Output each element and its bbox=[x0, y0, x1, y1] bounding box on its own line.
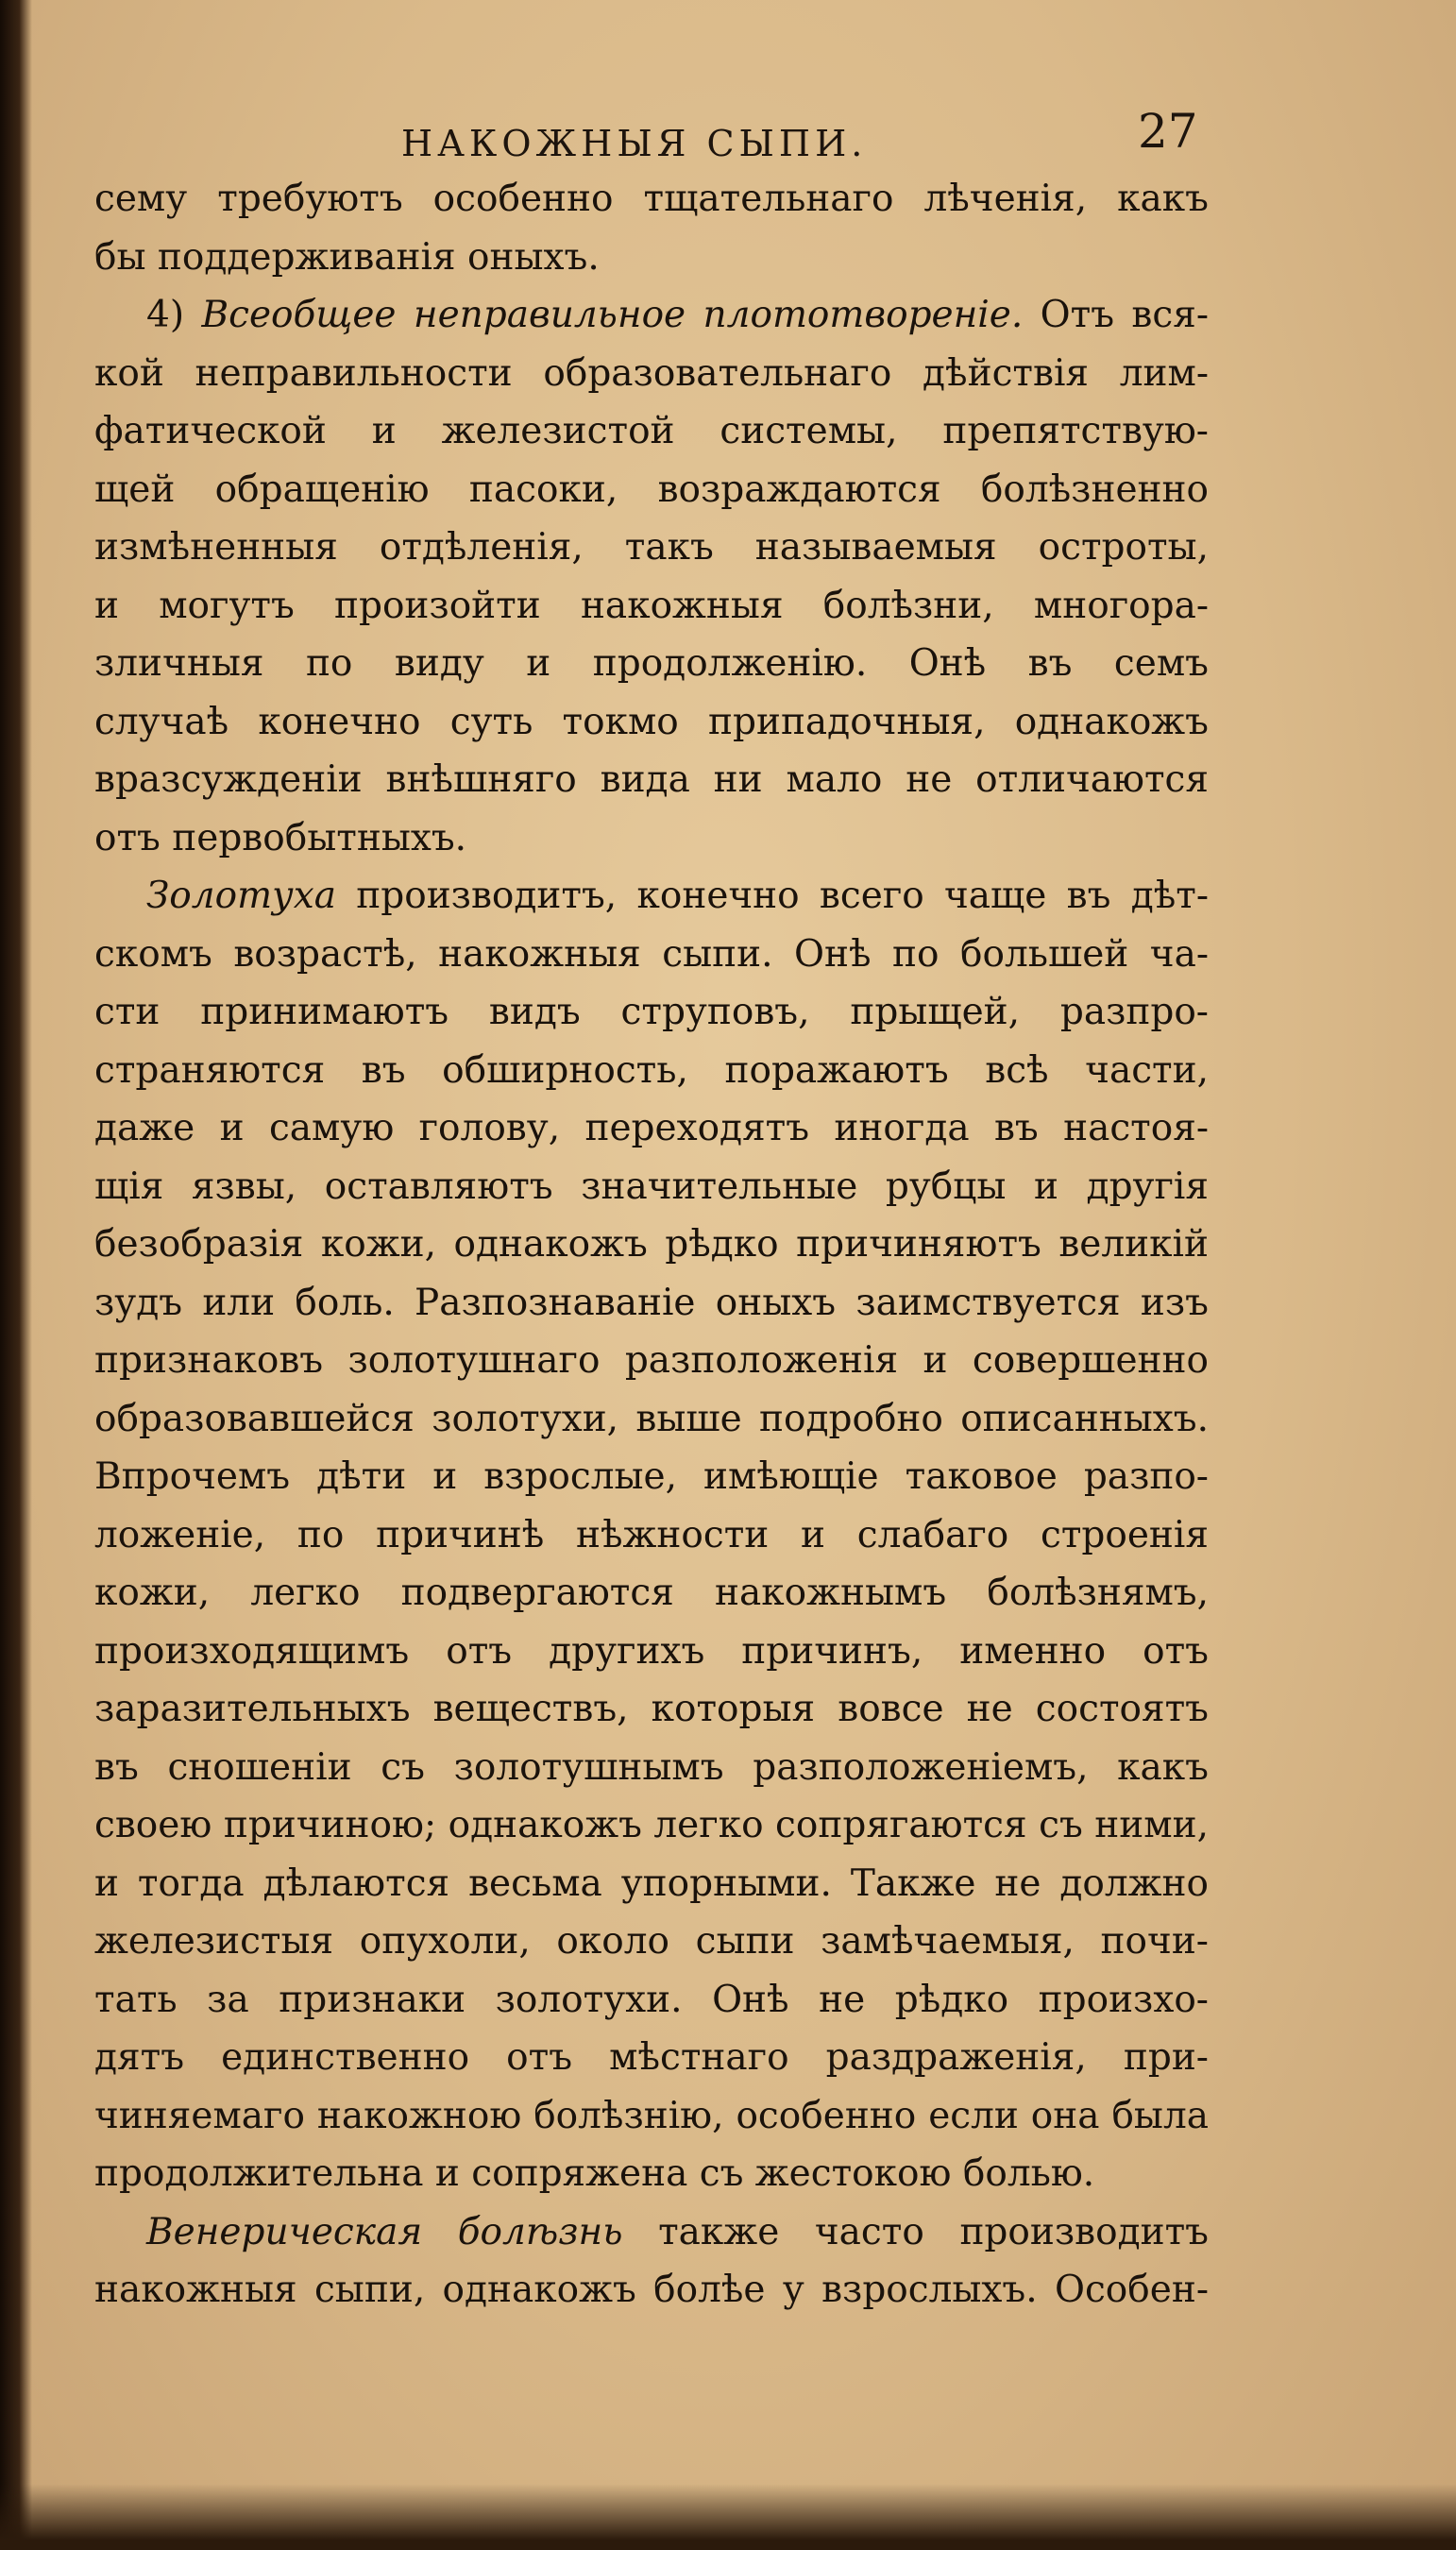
text-line: бы поддерживанія оныхъ. bbox=[94, 235, 600, 279]
text-line: сти принимаютъ видъ струповъ, прыщей, разпро- bbox=[94, 991, 1209, 1033]
text-line-paragraph-start bbox=[94, 867, 1209, 926]
text-run: Отъ вся- bbox=[1040, 294, 1210, 336]
text-line: своею причиною; однакожъ легко сопрягаются съ ними, bbox=[94, 1804, 1209, 1846]
text-line: безобразія кожи, однакожъ рѣдко причиняютъ великій bbox=[94, 1223, 1209, 1266]
text-line: даже и самую голову, переходятъ иногда въ настоя- bbox=[94, 1107, 1209, 1149]
italic-heading: Всеобщее неправильное плототвореніе. bbox=[201, 294, 1024, 336]
body-text bbox=[94, 170, 1209, 2320]
text-line: фатической и железистой системы, препятствую- bbox=[94, 410, 1209, 452]
text-line: въ сношеніи съ золотушнымъ разположеніемъ, какъ bbox=[94, 1745, 1209, 1789]
text-line: зличныя по виду и продолженію. Онѣ въ семъ bbox=[94, 642, 1209, 685]
text-line: продолжительна и сопряжена съ жестокою болью. bbox=[94, 2152, 1095, 2195]
text-line: кожи, легко подвергаются накожнымъ болѣзнямъ, bbox=[94, 1572, 1209, 1614]
text-line: скомъ возрастѣ, накожныя сыпи. Онѣ по большей ча- bbox=[94, 932, 1209, 976]
text-line: образовавшейся золотухи, выше подробно описанныхъ. bbox=[94, 1397, 1209, 1440]
text-line: кой неправильности образовательнаго дѣйствія лим- bbox=[94, 351, 1209, 395]
text-line: измѣненныя отдѣленія, такъ называемыя остроты, bbox=[94, 526, 1209, 569]
text-line: щей обращенію пасоки, возраждаются болѣзненно bbox=[94, 468, 1209, 511]
text-line: дятъ единственно отъ мѣстнаго раздраженія, при- bbox=[94, 2036, 1209, 2079]
text-line: ложеніе, по причинѣ нѣжности и слабаго строенія bbox=[94, 1513, 1209, 1556]
page-number: 27 bbox=[1138, 104, 1198, 159]
text-line: признаковъ золотушнаго разположенія и совершенно bbox=[94, 1339, 1209, 1382]
text-line: и тогда дѣлаются весьма упорными. Также не должно bbox=[94, 1862, 1209, 1905]
text-line: отъ первобытныхъ. bbox=[94, 816, 467, 859]
text-line: страняются въ обширность, поражаютъ всѣ части, bbox=[94, 1048, 1209, 1092]
text-line: сему требуютъ особенно тщательнаго лѣченія, какъ bbox=[94, 178, 1209, 220]
text-line: произходящимъ отъ другихъ причинъ, именно отъ bbox=[94, 1629, 1209, 1673]
text-line: случаѣ конечно суть токмо припадочныя, однакожъ bbox=[94, 700, 1209, 743]
text-line-paragraph-start bbox=[94, 2203, 1209, 2262]
text-line: щія язвы, оставляютъ значительные рубцы и другія bbox=[94, 1164, 1209, 1208]
italic-term: Венерическая болѣзнь bbox=[146, 2210, 623, 2253]
running-head: НАКОЖНЫЯ СЫПИ. bbox=[401, 123, 868, 164]
text-line: заразительныхъ веществъ, которыя вовсе не состоятъ bbox=[94, 1688, 1209, 1730]
text-line: и могутъ произойти накожныя болѣзни, многора- bbox=[94, 584, 1209, 627]
text-line: зудъ или боль. Разпознаваніе оныхъ заимствуется изъ bbox=[94, 1281, 1209, 1324]
item-number: 4) bbox=[146, 294, 185, 336]
book-spine-shadow bbox=[0, 0, 32, 2550]
text-line: железистыя опухоли, около сыпи замѣчаемыя, почи- bbox=[94, 1920, 1209, 1963]
text-line: вразсужденіи внѣшняго вида ни мало не отличаются bbox=[94, 758, 1209, 801]
page-bottom-shadow bbox=[0, 2484, 1456, 2550]
text-line: накожныя сыпи, однакожъ болѣе у взрослыхъ. Особен- bbox=[94, 2269, 1209, 2311]
text-line: чиняемаго накожною болѣзнію, особенно если она была bbox=[94, 2094, 1209, 2137]
text-run: также часто производитъ bbox=[658, 2210, 1209, 2253]
text-line: тать за признаки золотухи. Онѣ не рѣдко произхо- bbox=[94, 1978, 1209, 2021]
text-line: Впрочемъ дѣти и взрослые, имѣющіе таковое разпо- bbox=[94, 1455, 1209, 1498]
italic-term: Золотуха bbox=[146, 875, 336, 917]
text-run: производитъ, конечно всего чаще въ дѣт- bbox=[356, 875, 1210, 917]
text-line-numbered-heading bbox=[94, 286, 1209, 345]
